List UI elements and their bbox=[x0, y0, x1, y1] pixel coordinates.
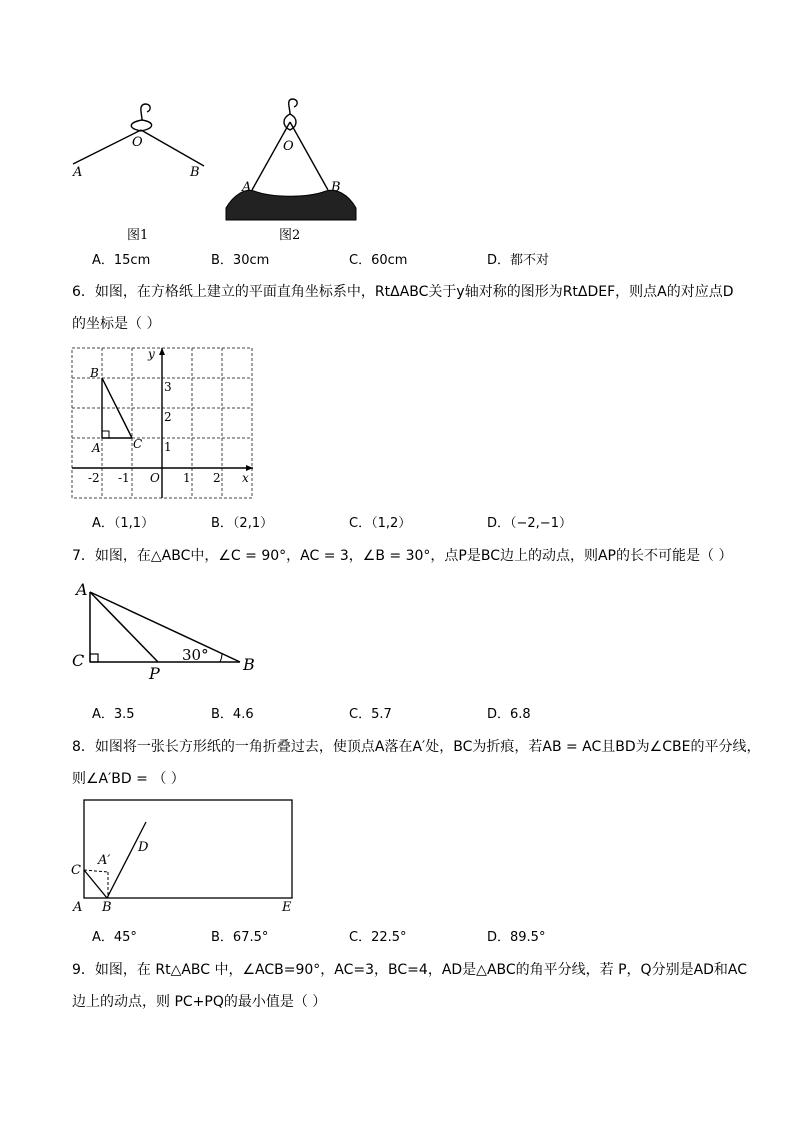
hanger-figure-2 bbox=[222, 96, 358, 222]
y-tick-3: 3 bbox=[164, 380, 172, 394]
q6-option-b[interactable]: B．（2,1） bbox=[211, 516, 274, 531]
hanger-figure-1 bbox=[68, 100, 213, 185]
q7-option-c[interactable]: C．5.7 bbox=[349, 707, 392, 722]
q6-stem-line1: 6．如图，在方格纸上建立的平面直角坐标系中，RtΔABC关于y轴对称的图形为RtΔDEF，则点A的对应点D bbox=[72, 284, 734, 300]
point-label-b: B bbox=[331, 180, 341, 195]
x-tick-neg1: -1 bbox=[118, 471, 130, 485]
figure-caption-2: 图2 bbox=[279, 228, 301, 243]
y-tick-1: 1 bbox=[164, 440, 172, 454]
point-label-a-prime: A′ bbox=[98, 853, 111, 868]
point-label-a: A bbox=[76, 580, 88, 599]
q6-option-d[interactable]: D．（−2,−1） bbox=[487, 516, 572, 531]
q7-option-b[interactable]: B．4.6 bbox=[211, 707, 254, 722]
point-label-a: A bbox=[242, 180, 252, 195]
y-axis-label: y bbox=[148, 347, 155, 361]
q8-option-b[interactable]: B．67.5° bbox=[211, 930, 269, 945]
q8-option-d[interactable]: D．89.5° bbox=[487, 930, 546, 945]
q6-option-c[interactable]: C．（1,2） bbox=[349, 516, 412, 531]
point-label-a: A bbox=[92, 441, 101, 455]
q9-stem-line2: 边上的动点，则 PC+PQ的最小值是（ ） bbox=[72, 994, 327, 1010]
q5-option-a[interactable]: A．15cm bbox=[92, 253, 151, 268]
y-tick-2: 2 bbox=[164, 410, 172, 424]
q6-option-a[interactable]: A．（1,1） bbox=[92, 516, 155, 531]
hook-icon bbox=[289, 99, 298, 114]
point-label-a: A bbox=[73, 900, 83, 915]
q8-option-a[interactable]: A．45° bbox=[92, 930, 137, 945]
q5-option-d[interactable]: D．都不对 bbox=[487, 253, 550, 268]
angle-label: 30° bbox=[182, 646, 209, 664]
point-label-b: B bbox=[243, 655, 255, 674]
q8-stem-line2: 则∠A′BD = （ ） bbox=[72, 771, 185, 787]
x-tick-1: 1 bbox=[183, 471, 191, 485]
q9-stem-line1: 9．如图，在 Rt△ABC 中，∠ACB=90°，AC=3，BC=4，AD是△ABC的角平分线，若 P，Q分别是AD和AC bbox=[72, 962, 748, 978]
q8-option-c[interactable]: C．22.5° bbox=[349, 930, 407, 945]
point-label-p: P bbox=[149, 664, 160, 682]
point-label-c: C bbox=[72, 651, 85, 670]
q7-option-a[interactable]: A．3.5 bbox=[92, 707, 135, 722]
x-axis-label: x bbox=[242, 471, 249, 485]
q8-fold-figure bbox=[68, 796, 300, 916]
point-label-o: O bbox=[132, 135, 143, 150]
point-label-c: C bbox=[133, 437, 143, 451]
q7-stem: 7．如图，在△ABC中，∠C = 90°，AC = 3，∠B = 30°，点P是BC边上的动点，则AP的长不可能是（ ） bbox=[72, 548, 733, 564]
q6-coordinate-grid bbox=[70, 346, 256, 500]
q7-triangle-figure bbox=[70, 578, 260, 682]
point-label-e: E bbox=[282, 900, 292, 915]
origin-label: O bbox=[150, 471, 160, 485]
hook-icon bbox=[141, 104, 150, 120]
point-label-o: O bbox=[283, 139, 294, 154]
point-label-d: D bbox=[138, 840, 149, 855]
x-tick-2: 2 bbox=[213, 471, 221, 485]
point-label-b: B bbox=[102, 900, 112, 915]
q6-stem-line2: 的坐标是（ ） bbox=[72, 316, 161, 332]
point-label-c: C bbox=[71, 863, 81, 878]
point-label-b: B bbox=[90, 366, 99, 380]
x-tick-neg2: -2 bbox=[88, 471, 100, 485]
point-label-a: A bbox=[73, 165, 83, 180]
point-label-b: B bbox=[190, 165, 200, 180]
q7-option-d[interactable]: D．6.8 bbox=[487, 707, 531, 722]
q5-option-c[interactable]: C．60cm bbox=[349, 253, 408, 268]
figure-caption-1: 图1 bbox=[127, 228, 149, 243]
q5-option-b[interactable]: B．30cm bbox=[211, 253, 270, 268]
q8-stem-line1: 8．如图将一张长方形纸的一角折叠过去，使顶点A落在A′处，BC为折痕，若AB = AC且BD为∠CBE的平分线， bbox=[72, 739, 761, 755]
